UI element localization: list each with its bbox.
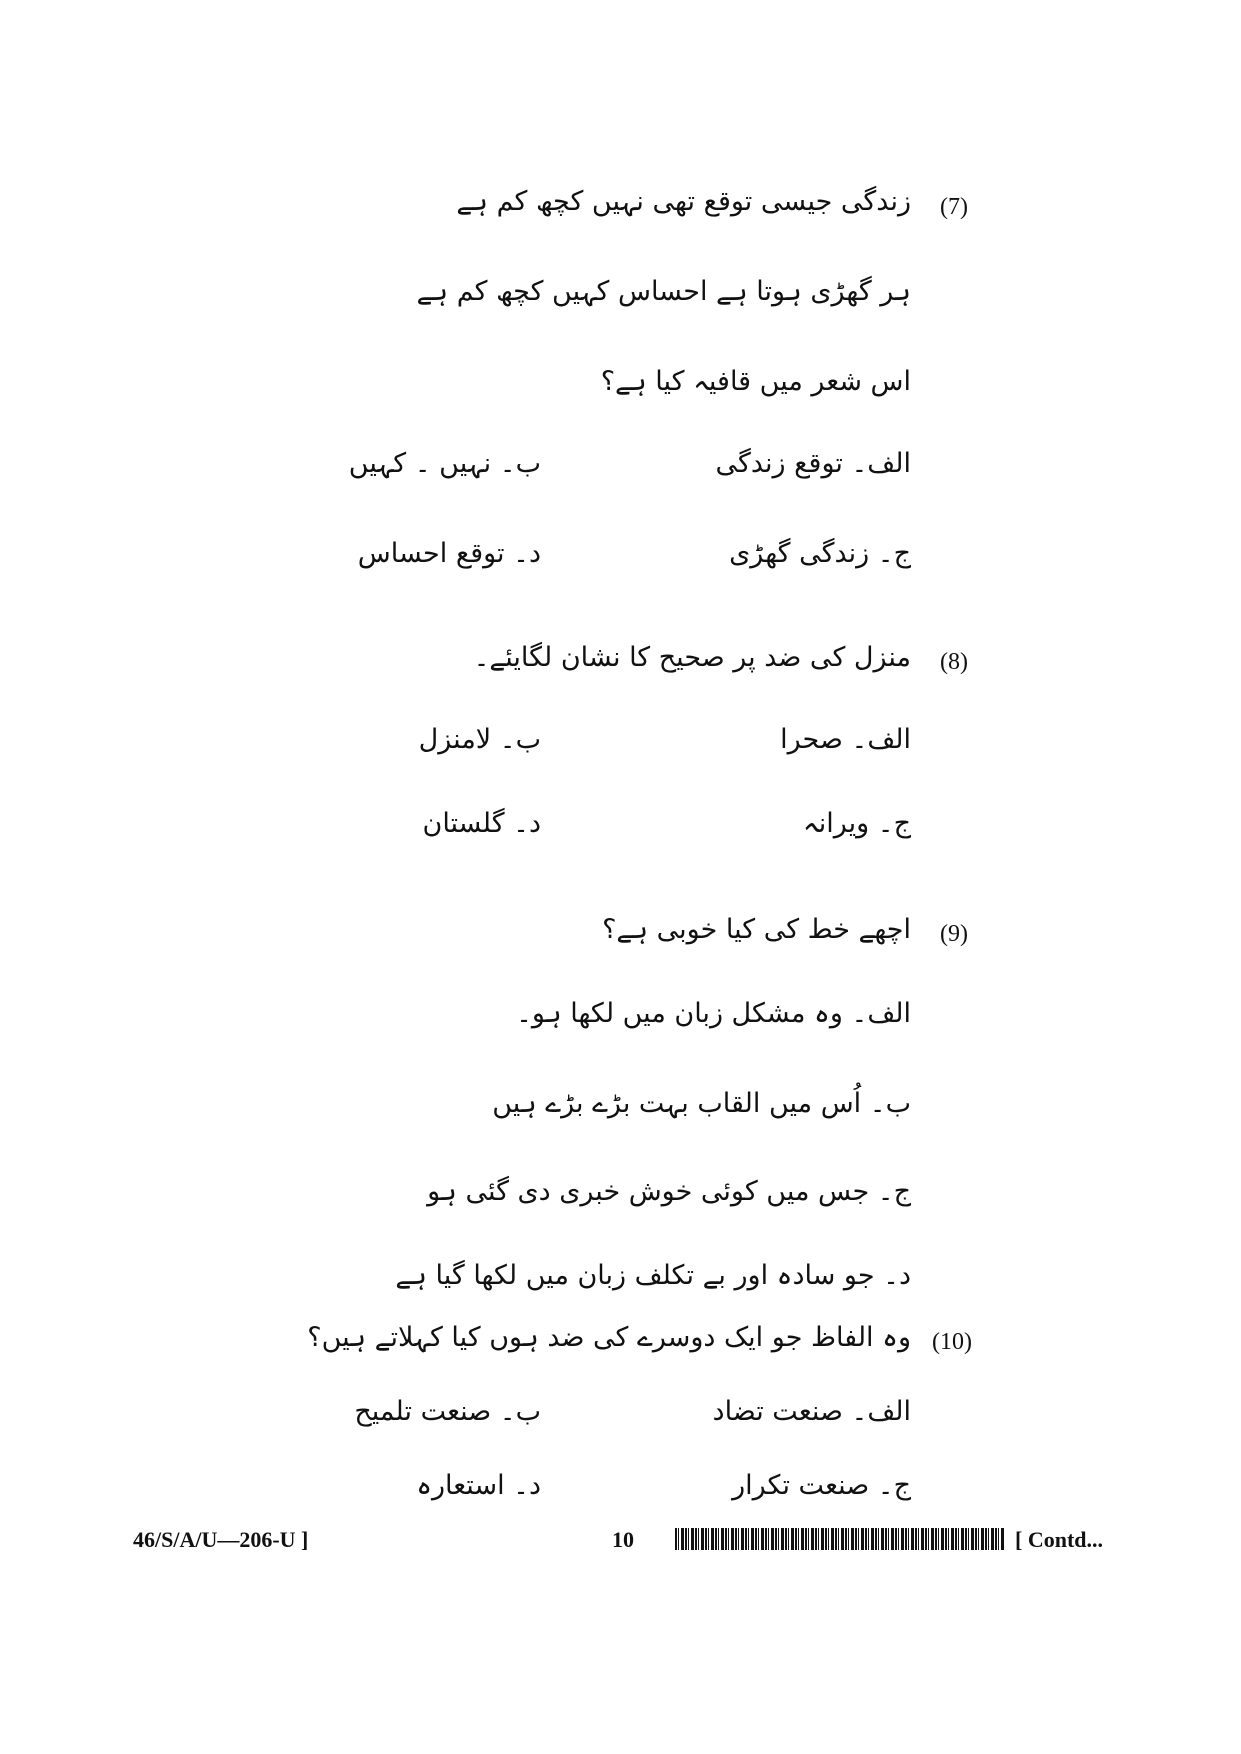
question-number-7: (7) — [940, 194, 968, 220]
q9-option-c: ج۔ جس میں کوئی خوش خبری دی گئی ہو — [427, 1176, 911, 1207]
q8-question: منزل کی ضد پر صحیح کا نشان لگایئے۔ — [473, 642, 911, 673]
question-number-10: (10) — [932, 1329, 972, 1355]
q8-option-c: ج۔ ویرانہ — [802, 808, 911, 839]
q9-option-a: الف۔ وہ مشکل زبان میں لکھا ہو۔ — [516, 998, 911, 1029]
question-number-9: (9) — [940, 921, 968, 947]
q8-option-a: الف۔ صحرا — [780, 724, 911, 755]
q10-option-b: ب۔ صنعت تلمیح — [354, 1396, 541, 1427]
q7-option-b: ب۔ نہیں ۔ کہیں — [348, 448, 541, 479]
q9-option-d: د۔ جو سادہ اور بے تکلف زبان میں لکھا گیا ہے — [395, 1260, 911, 1291]
q7-option-d: د۔ توقع احساس — [357, 538, 541, 569]
barcode-image — [675, 1528, 1005, 1550]
continued-label: [ Contd... — [1015, 1527, 1104, 1552]
q8-option-d: د۔ گلستان — [422, 808, 541, 839]
q10-option-a: الف۔ صنعت تضاد — [712, 1396, 911, 1427]
q7-option-a: الف۔ توقع زندگی — [715, 448, 911, 479]
paper-code: 46/S/A/U—206-U ] — [133, 1527, 309, 1552]
q10-question: وہ الفاظ جو ایک دوسرے کی ضد ہوں کیا کہلاتے ہیں؟ — [307, 1322, 911, 1353]
q7-question: اس شعر میں قافیہ کیا ہے؟ — [600, 366, 911, 397]
q9-option-b: ب۔ اُس میں القاب بہت بڑے بڑے ہیں — [492, 1088, 911, 1119]
q7-line-1: زندگی جیسی توقع تھی نہیں کچھ کم ہے — [456, 186, 911, 217]
question-number-8: (8) — [940, 649, 968, 675]
q9-question: اچھے خط کی کیا خوبی ہے؟ — [602, 914, 911, 945]
q8-option-b: ب۔ لامنزل — [418, 724, 541, 755]
q10-option-d: د۔ استعارہ — [416, 1470, 541, 1501]
q10-option-c: ج۔ صنعت تکرار — [732, 1470, 911, 1501]
q7-line-2: ہر گھڑی ہوتا ہے احساس کہیں کچھ کم ہے — [416, 276, 911, 307]
q7-option-c: ج۔ زندگی گھڑی — [729, 538, 911, 569]
page-number: 10 — [612, 1527, 634, 1552]
